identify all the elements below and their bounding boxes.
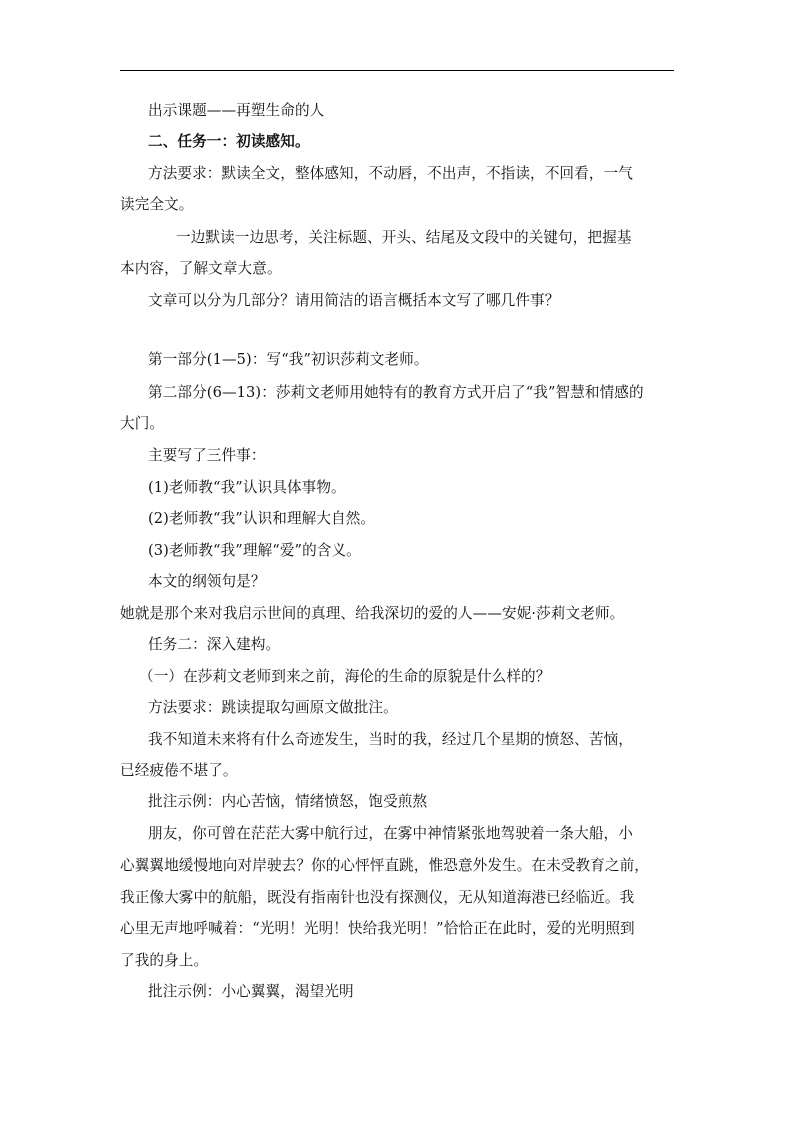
quotation: 心翼翼地缓慢地向对岸驶去？你的心怦怦直跳，惟恐意外发生。在未受教育之前， (120, 857, 649, 874)
key-sentence: 她就是那个来对我启示世间的真理、给我深切的爱的人——安妮·莎莉文老师。 (120, 605, 625, 622)
paragraph: 读完全文。 (120, 196, 194, 213)
question: 文章可以分为几部分？请用简洁的语言概括本文写了哪几件事？ (148, 292, 560, 309)
annotation-example: 批注示例：内心苦恼，情绪愤怒，饱受煎熬 (148, 793, 428, 810)
part-one: 第一部分(1—5)：写“我”初识莎莉文老师。 (148, 351, 429, 368)
quotation: 已经疲倦不堪了。 (120, 762, 238, 779)
list-item: (1)老师教“我”认识具体事物。 (148, 479, 346, 496)
part-two: 第二部分(6—13)：莎莉文老师用她特有的教育方式开启了“我”智慧和情感的 (148, 384, 644, 401)
question: 本文的纲领句是？ (148, 573, 266, 590)
lesson-title: 出示课题——再塑生命的人 (148, 102, 325, 119)
section-heading-task-two: 任务二：深入建构。 (148, 636, 281, 653)
header-rule (120, 70, 674, 71)
section-heading-task-one: 二、任务一：初读感知。 (148, 133, 310, 150)
paragraph: 方法要求：默读全文，整体感知，不动唇，不出声，不指读，不回看，一气 (148, 165, 633, 182)
quotation: 我不知道未来将有什么奇迹发生，当时的我，经过几个星期的愤怒、苦恼， (148, 731, 633, 748)
paragraph: 本内容，了解文章大意。 (120, 260, 282, 277)
paragraph: 主要写了三件事： (148, 447, 266, 464)
list-item: (2)老师教“我”认识和理解大自然。 (148, 510, 376, 527)
quotation: 朋友，你可曾在茫茫大雾中航行过，在雾中神情紧张地驾驶着一条大船，小 (148, 825, 633, 842)
paragraph: 一边默读一边思考，关注标题、开头、结尾及文段中的关键句，把握基 (176, 229, 632, 246)
annotation-example: 批注示例：小心翼翼，渴望光明 (148, 983, 354, 1000)
quotation: 心里无声地呼喊着：“光明！光明！快给我光明！”恰恰正在此时，爱的光明照到 (120, 920, 635, 937)
sub-question: （一）在莎莉文老师到来之前，海伦的生命的原貌是什么样的？ (139, 668, 551, 685)
quotation: 我正像大雾中的航船，既没有指南针也没有探测仪，无从知道海港已经临近。我 (120, 889, 635, 906)
quotation: 了我的身上。 (120, 952, 209, 969)
paragraph: 方法要求：跳读提取勾画原文做批注。 (148, 699, 398, 716)
list-item: (3)老师教“我”理解“爱”的含义。 (148, 542, 361, 559)
part-two-continued: 大门。 (120, 415, 165, 432)
